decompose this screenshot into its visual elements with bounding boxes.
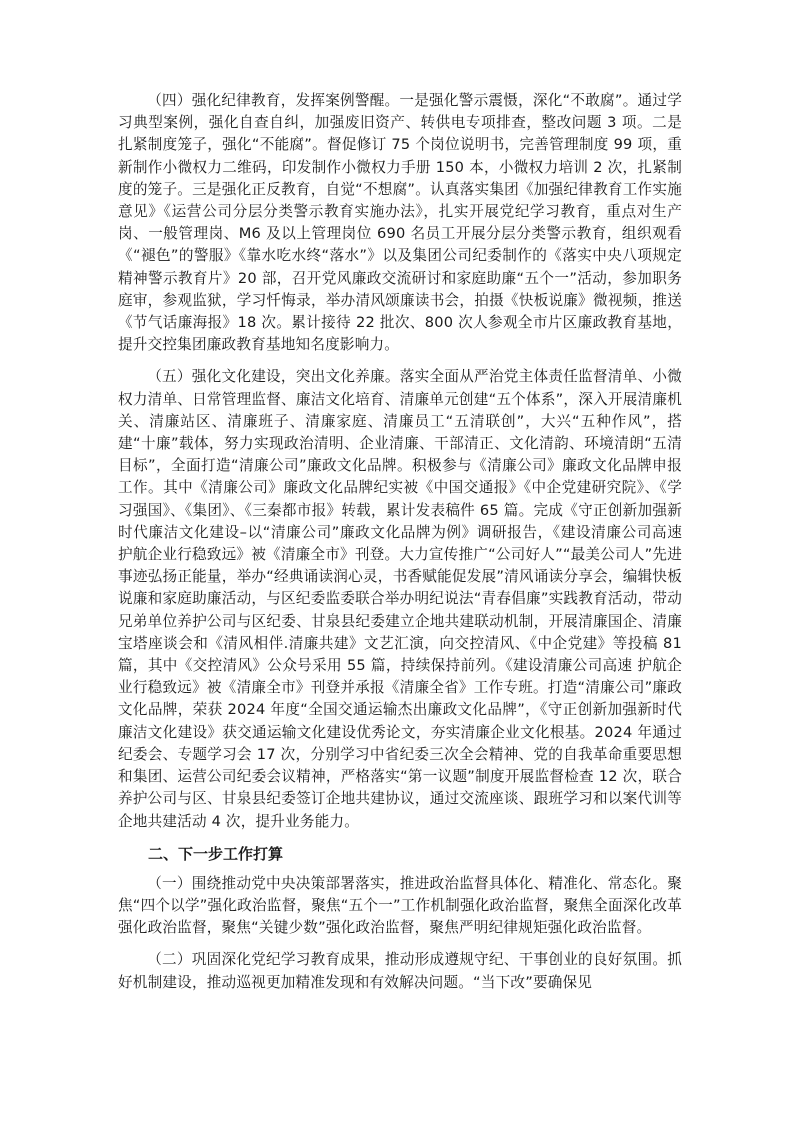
paragraph-discipline-education: （四）强化纪律教育，发挥案例警醒。一是强化警示震慑，深化“不敢腐”。通过学习典型案例，强化自查自纠，加强废旧资产、转供电专项排查，整改问题 3 项。二是扎紧制度笼子，强化“不能腐”。督促修订 75 个岗位说明书，完善管理制度 99 项，重新制作小微权力二维码，印发制作小微权力手册 150 本，小微权力培训 2 次，扎紧制度的笼子。三是强化正反教育，自觉“不想腐”。认真落实集团《加强纪律教育工作实施意见》《运营公司分层分类警示教育实施办法》，扎实开展党纪学习教育，重点对生产岗、一般管理岗、M6 及以上管理岗位 690 名员工开展分层分类警示教育，组织观看《“褪色”的警服》《靠水吃水终“落水”》以及集团公司纪委制作的《落实中央八项规定精神警示教育片》20 部，召开党风廉政交流研讨和家庭助廉“五个一”活动，参加职务庭审，参观监狱，学习忏悔录，举办清风颂廉读书会，拍摄《快板说廉》微视频，推送《节气话廉海报》18 次。累计接待 22 批次、800 次人参观全市片区廉政教育基地，提升交控集团廉政教育基地知名度影响力。: [118, 92, 682, 354]
document-page: [118, 90, 682, 1004]
section-heading: 二、下一步工作打算: [148, 844, 284, 863]
paragraph-political-supervision: （一）围绕推动党中央决策部署落实，推进政治监督具体化、精准化、常态化。聚焦“四个以学”强化政治监督，聚焦“五个一”工作机制强化政治监督，聚焦全面深化改革强化政治监督，聚焦“关键少数”强化政治监督，聚焦严明纪律规矩强化政治监督。: [118, 874, 682, 937]
paragraph-culture-building: （五）强化文化建设，突出文化养廉。落实全面从严治党主体责任监督清单、小微权力清单、日常管理监督、廉洁文化培育、清廉单元创建“五个体系”，深入开展清廉机关、清廉站区、清廉班子、清廉家庭、清廉员工“五清联创”，大兴“五种作风”，搭建“十廉”载体，努力实现政治清明、企业清廉、干部清正、文化清韵、环境清朗“五清目标”，全面打造“清廉公司”廉政文化品牌。积极参与《清廉公司》廉政文化品牌申报工作。其中《清廉公司》廉政文化品牌纪实被《中国交通报》《中企党建研究院》、《学习强国》、《集团》、《三秦都市报》转载，累计发表稿件 65 篇。完成《守正创新加强新时代廉洁文化建设–以“清廉公司”廉政文化品牌为例》调研报告，《建设清廉公司高速 护航企业行稳致远》被《清廉全市》刊登。大力宣传推广“公司好人”“最美公司人”先进事迹弘扬正能量，举办“经典诵读润心灵，书香赋能促发展”清风诵读分享会，编辑快板说廉和家庭助廉活动，与区纪委监委联合举办明纪说法“青春倡廉”实践教育活动，带动兄弟单位养护公司与区纪委、甘泉县纪委建立企地共建联动机制，开展清廉国企、清廉宝塔座谈会和《清风相伴.清廉共建》文艺汇演，向交控清风、《中企党建》等投稿 81 篇，其中《交控清风》公众号采用 55 篇，持续保持前列。《建设清廉公司高速 护航企业行稳致远》被《清廉全市》刊登并承报《清廉全省》工作专班。打造“清廉公司”廉政文化品牌，荣获 2024 年度“全国交通运输杰出廉政文化品牌”，《守正创新加强新时代廉洁文化建设》获交通运输文化建设优秀论文，夯实清廉企业文化根基。2024 年通过纪委会、专题学习会 17 次，分别学习中省纪委三次全会精神、党的自我革命重要思想和集团、运营公司纪委会议精神，严格落实“第一议题”制度开展监督检查 12 次，联合养护公司与区、甘泉县纪委签订企地共建协议，通过交流座谈、跟班学习和以案代训等企地共建活动 4 次，提升业务能力。: [118, 368, 682, 830]
paragraph-party-discipline-learning: （二）巩固深化党纪学习教育成果，推动形成遵规守纪、干事创业的良好氛围。抓好机制建设，推动巡视更加精准发现和有效解决问题。“当下改”要确保见: [118, 951, 682, 991]
